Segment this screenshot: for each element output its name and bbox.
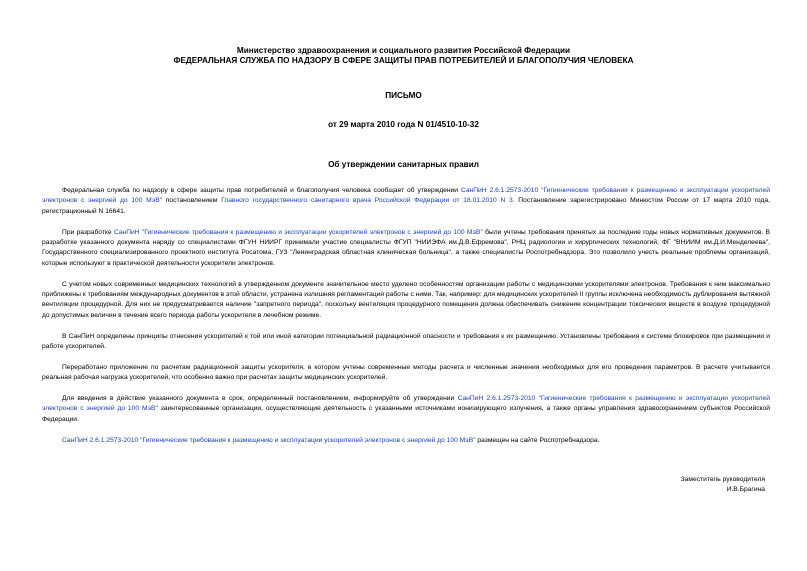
signature-block bbox=[681, 475, 765, 496]
paragraph-3: С учетом новых современных медицинских технологий в утвержденном документе значительное место уделено особенностям организации работы с медицинскими ускорителями электронов. Требования к ним максимально приближены к требованиям международных документов в этой области, устранена излишняя регламентация работы с ними. Так, например: для медицинских ускорителей II группы исключена необходимость дублирования вытяжной вентиляции процедурной. Для них не предусматривается наличие "запретного периода", поскольку вентиляция процедурного помещения должна обеспечивать снижение концентрации токсических веществ в воздухе процедурной до допустимых величин в течение всего периода работы ускорителя в лечебном режиме. bbox=[42, 280, 770, 319]
paragraph-7 bbox=[42, 436, 770, 446]
signature-position: Заместитель руководителя bbox=[680, 476, 765, 483]
document-date-number: от 29 марта 2010 года N 01/4510-10-32 bbox=[328, 120, 479, 129]
ministry-title: Министерство здравоохранения и социального развития Российской Федерации bbox=[236, 46, 571, 55]
paragraph-1-text-b: постановлением bbox=[162, 197, 222, 205]
sanpin-link[interactable]: СанПиН 2.6.1.2573-2010 "Гигиенические требования к размещению и эксплуатации ускорителей электронов с энергией до 100 МэВ" bbox=[42, 187, 770, 205]
sanpin-link[interactable]: СанПиН "Гигиенические требования к размещению и эксплуатации ускорителей электронов с энергией до 100 МэВ" bbox=[113, 228, 483, 236]
service-title: ФЕДЕРАЛЬНАЯ СЛУЖБА ПО НАДЗОРУ В СФЕРЕ ЗАЩИТЫ ПРАВ ПОТРЕБИТЕЛЕЙ И БЛАГОПОЛУЧИЯ ЧЕЛОВЕКА bbox=[173, 56, 634, 65]
paragraph-2-text-a: При разработке bbox=[62, 228, 114, 236]
paragraph-6 bbox=[42, 394, 770, 425]
signature-name: И.В.Брагина bbox=[726, 486, 765, 494]
document-subject: Об утверждении санитарных правил bbox=[328, 160, 479, 169]
paragraph-2 bbox=[42, 228, 770, 270]
paragraph-6-text-b: заинтересованные организации, осуществляющие деятельность с указанными источниками ионизирующего излучения, а также органы управления здравоохранением субъектов Российской Федерации. bbox=[42, 405, 770, 423]
paragraph-1-text-c: . Постановление зарегистрировано Минюстом России от 17 марта 2010 года, регистрационный N 16641. bbox=[42, 197, 770, 215]
paragraph-2-text-b: были учтены требования принятых за последние годы новых нормативных документов. В разработке указанного документа наряду со специалистами ФГУН НИИРГ принимали участие специалисты ФГУП "НИИЭФА им.Д.В.Ефремова", РНЦ радиологии и хирургических технологий, ФГ "ВНИИМ им.Д.И.Менделеева", Государственного специализированного проектного института Росатома, ГУЗ "Ленинградская областная клиническая больница", а также специалисты Роспотребнадзора. Это позволило учесть реальные проблемы организаций, которые используют в практической деятельности ускорители электронов. bbox=[42, 228, 770, 267]
paragraph-1 bbox=[42, 186, 770, 217]
paragraph-1-text-a: Федеральная служба по надзору в сфере защиты прав потребителей и благополучия человека сообщает об утверждении bbox=[62, 187, 461, 194]
sanpin-link[interactable]: СанПиН 2.6.1.2573-2010 "Гигиенические требования к размещению и эксплуатации ускорителей электронов с энергией до 100 МэВ" bbox=[42, 395, 770, 413]
paragraph-7-text-b: размещен на сайте Роспотребнадзора. bbox=[475, 436, 600, 444]
document-body bbox=[42, 186, 770, 456]
paragraph-6-text-a: Для введения в действие указанного документа в срок, определенный постановлением, информируйте об утверждении bbox=[62, 395, 458, 403]
paragraph-4: В СанПиН определены принципы отнесения ускорителей к той или иной категории потенциальной радиационной опасности и требования к их размещению. Установлены требования к системе блокировок при размещении и работе ускорителей. bbox=[42, 332, 770, 351]
document-type: ПИСЬМО bbox=[385, 91, 422, 100]
paragraph-5: Переработано приложение по расчетам радиационной защиты ускорителя, в котором учтены современные методы расчета и численные значения необходимых для его проведения параметров. В расчете учитывается реальная рабочая нагрузка ускорителей, что особенно важно при расчетах защиты медицинских ускорителей. bbox=[42, 363, 770, 382]
resolution-link[interactable]: Главного государственного санитарного врача Российской Федерации от 18.01.2010 N 3 bbox=[221, 197, 513, 205]
sanpin-link[interactable]: СанПиН 2.6.1.2573-2010 "Гигиенические требования к размещению и эксплуатации ускорителей электронов с энергией до 100 МэВ" bbox=[62, 436, 476, 444]
